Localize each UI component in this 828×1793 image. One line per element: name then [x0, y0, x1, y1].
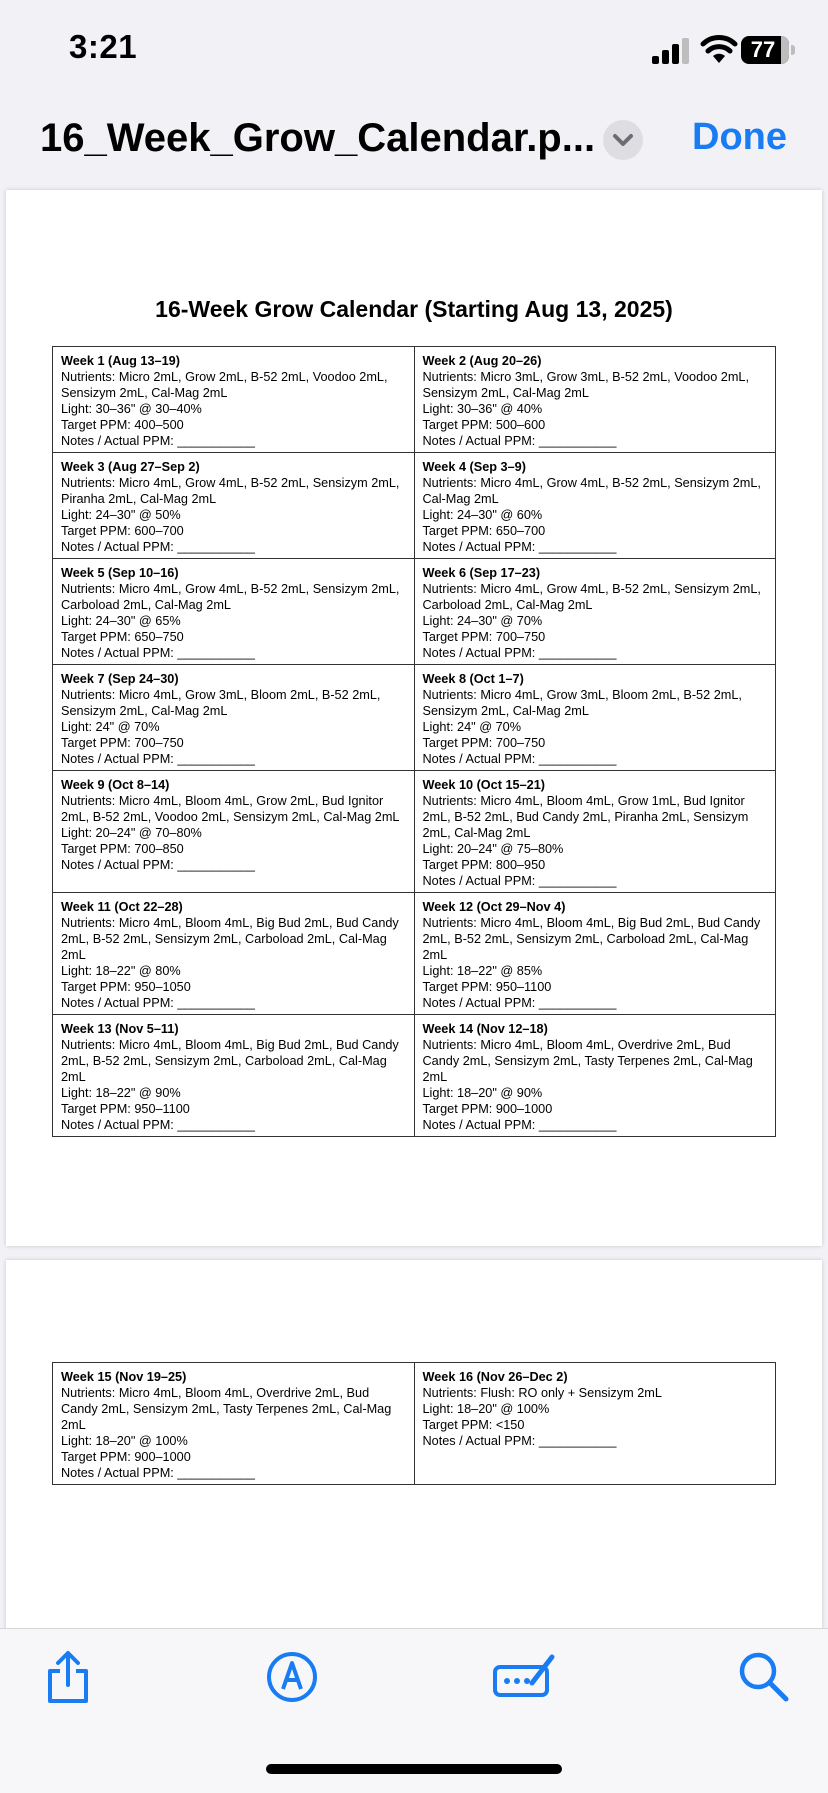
week-cell: [53, 347, 415, 453]
week-cell: [53, 893, 415, 1015]
week-nutrients: Nutrients: Micro 4mL, Bloom 4mL, Big Bud 2mL, Bud Candy 2mL, B-52 2mL, Sensizym 2mL, Carboload 2mL, Cal-Mag 2mL: [61, 1038, 399, 1084]
week-notes: Notes / Actual PPM: ___________: [61, 646, 255, 660]
status-bar: [0, 0, 828, 100]
calendar-title: 16-Week Grow Calendar (Starting Aug 13, 2025): [155, 296, 673, 322]
battery-level: 77: [750, 37, 776, 62]
done-button[interactable]: Done: [692, 116, 787, 158]
week-ppm: Target PPM: 400–500: [61, 418, 184, 432]
week-light: Light: 20–24" @ 70–80%: [61, 826, 202, 840]
week-cell: [53, 453, 415, 559]
week-ppm: Target PPM: 900–1000: [422, 1102, 553, 1116]
week-cell: [414, 559, 776, 665]
search-icon[interactable]: [736, 1649, 792, 1705]
week-light: Light: 24" @ 70%: [61, 720, 160, 734]
week-nutrients: Nutrients: Micro 4mL, Bloom 4mL, Big Bud 2mL, Bud Candy 2mL, B-52 2mL, Sensizym 2mL, Carboload 2mL, Cal-Mag 2mL: [61, 916, 399, 962]
week-nutrients: Nutrients: Micro 4mL, Bloom 4mL, Overdrive 2mL, Bud Candy 2mL, Sensizym 2mL, Tasty Terpenes 2mL, Cal-Mag 2mL: [61, 1386, 392, 1432]
week-cell: [53, 771, 415, 893]
week-cell: [414, 893, 776, 1015]
week-ppm: Target PPM: 700–750: [422, 736, 546, 750]
week-ppm: Target PPM: 650–700: [422, 524, 546, 538]
week-heading: Week 7 (Sep 24–30): [61, 672, 179, 686]
week-nutrients: Nutrients: Micro 4mL, Bloom 4mL, Overdrive 2mL, Bud Candy 2mL, Sensizym 2mL, Tasty Terpenes 2mL, Cal-Mag 2mL: [422, 1038, 753, 1084]
week-ppm: Target PPM: <150: [422, 1418, 525, 1432]
week-cell: [414, 1363, 776, 1485]
week-nutrients: Nutrients: Micro 4mL, Bloom 4mL, Grow 2mL, Bud Ignitor 2mL, B-52 2mL, Voodoo 2mL, Sensizym 2mL, Cal-Mag 2mL: [61, 794, 400, 824]
week-light: Light: 24–30" @ 65%: [61, 614, 181, 628]
week-notes: Notes / Actual PPM: ___________: [61, 752, 255, 766]
week-notes: Notes / Actual PPM: ___________: [61, 1118, 255, 1132]
table-row: [53, 559, 776, 665]
week-light: Light: 18–22" @ 80%: [61, 964, 181, 978]
week-nutrients: Nutrients: Flush: RO only + Sensizym 2mL: [422, 1386, 662, 1400]
week-heading: Week 2 (Aug 20–26): [422, 354, 542, 368]
week-notes: Notes / Actual PPM: ___________: [422, 874, 617, 888]
week-cell: [414, 665, 776, 771]
week-light: Light: 24–30" @ 70%: [422, 614, 543, 628]
calendar-table: [52, 346, 776, 1137]
home-indicator: [266, 1764, 562, 1774]
table-row: [53, 665, 776, 771]
week-heading: Week 9 (Oct 8–14): [61, 778, 170, 792]
week-heading: Week 4 (Sep 3–9): [422, 460, 526, 474]
week-notes: Notes / Actual PPM: ___________: [422, 1434, 617, 1448]
week-notes: Notes / Actual PPM: ___________: [422, 434, 617, 448]
week-light: Light: 18–20" @ 100%: [422, 1402, 550, 1416]
week-ppm: Target PPM: 950–1050: [61, 980, 191, 994]
week-cell: [53, 1363, 415, 1485]
week-ppm: Target PPM: 650–750: [61, 630, 184, 644]
week-nutrients: Nutrients: Micro 4mL, Bloom 4mL, Grow 1mL, Bud Ignitor 2mL, B-52 2mL, Bud Candy 2mL, Piranha 2mL, Sensizym 2mL, Cal-Mag 2mL: [422, 794, 749, 840]
week-heading: Week 14 (Nov 12–18): [422, 1022, 548, 1036]
week-heading: Week 5 (Sep 10–16): [61, 566, 179, 580]
week-heading: Week 16 (Nov 26–Dec 2): [422, 1370, 568, 1384]
chevron-down-icon: [603, 120, 643, 160]
week-ppm: Target PPM: 700–750: [61, 736, 184, 750]
week-heading: Week 15 (Nov 19–25): [61, 1370, 187, 1384]
title-menu-button[interactable]: [603, 120, 643, 160]
cellular-signal-icon: [652, 38, 692, 64]
battery-icon: [741, 36, 795, 64]
week-nutrients: Nutrients: Micro 4mL, Grow 4mL, B-52 2mL, Sensizym 2mL, Carboload 2mL, Cal-Mag 2mL: [422, 582, 761, 612]
week-nutrients: Nutrients: Micro 4mL, Bloom 4mL, Big Bud 2mL, Bud Candy 2mL, B-52 2mL, Sensizym 2mL, Carboload 2mL, Cal-Mag 2mL: [422, 916, 761, 962]
week-heading: Week 13 (Nov 5–11): [61, 1022, 179, 1036]
week-heading: Week 3 (Aug 27–Sep 2): [61, 460, 200, 474]
week-notes: Notes / Actual PPM: ___________: [61, 434, 255, 448]
week-cell: [53, 559, 415, 665]
week-ppm: Target PPM: 950–1100: [422, 980, 552, 994]
week-cell: [414, 453, 776, 559]
pdf-page-2[interactable]: [6, 1260, 822, 1630]
wifi-icon: [700, 34, 738, 64]
document-title[interactable]: 16_Week_Grow_Calendar.p...: [40, 116, 596, 160]
table-row: [53, 347, 776, 453]
week-notes: Notes / Actual PPM: ___________: [422, 752, 617, 766]
week-light: Light: 18–20" @ 90%: [422, 1086, 543, 1100]
week-heading: Week 8 (Oct 1–7): [422, 672, 524, 686]
week-light: Light: 24–30" @ 50%: [61, 508, 181, 522]
week-cell: [414, 347, 776, 453]
table-row: [53, 453, 776, 559]
signature-icon[interactable]: [492, 1649, 558, 1705]
week-light: Light: 20–24" @ 75–80%: [422, 842, 564, 856]
table-row: [53, 1363, 776, 1485]
week-notes: Notes / Actual PPM: ___________: [422, 540, 617, 554]
week-light: Light: 24–30" @ 60%: [422, 508, 543, 522]
week-light: Light: 18–22" @ 90%: [61, 1086, 181, 1100]
week-heading: Week 12 (Oct 29–Nov 4): [422, 900, 566, 914]
week-ppm: Target PPM: 950–1100: [61, 1102, 190, 1116]
week-notes: Notes / Actual PPM: ___________: [422, 996, 617, 1010]
table-row: [53, 893, 776, 1015]
week-light: Light: 30–36" @ 30–40%: [61, 402, 202, 416]
week-nutrients: Nutrients: Micro 4mL, Grow 3mL, Bloom 2mL, B-52 2mL, Sensizym 2mL, Cal-Mag 2mL: [422, 688, 742, 718]
week-heading: Week 1 (Aug 13–19): [61, 354, 180, 368]
week-nutrients: Nutrients: Micro 2mL, Grow 2mL, B-52 2mL, Voodoo 2mL, Sensizym 2mL, Cal-Mag 2mL: [61, 370, 388, 400]
calendar-table-continued: [52, 1362, 776, 1485]
week-heading: Week 6 (Sep 17–23): [422, 566, 541, 580]
table-row: [53, 1015, 776, 1137]
week-ppm: Target PPM: 600–700: [61, 524, 184, 538]
week-ppm: Target PPM: 500–600: [422, 418, 546, 432]
week-nutrients: Nutrients: Micro 3mL, Grow 3mL, B-52 2mL, Voodoo 2mL, Sensizym 2mL, Cal-Mag 2mL: [422, 370, 749, 400]
week-cell: [414, 1015, 776, 1137]
week-cell: [53, 665, 415, 771]
week-cell: [53, 1015, 415, 1137]
week-notes: Notes / Actual PPM: ___________: [61, 540, 255, 554]
week-light: Light: 24" @ 70%: [422, 720, 522, 734]
week-nutrients: Nutrients: Micro 4mL, Grow 4mL, B-52 2mL, Sensizym 2mL, Cal-Mag 2mL: [422, 476, 761, 506]
week-light: Light: 18–22" @ 85%: [422, 964, 543, 978]
week-nutrients: Nutrients: Micro 4mL, Grow 3mL, Bloom 2mL, B-52 2mL, Sensizym 2mL, Cal-Mag 2mL: [61, 688, 381, 718]
week-heading: Week 11 (Oct 22–28): [61, 900, 183, 914]
pdf-page-1[interactable]: [6, 190, 822, 1246]
week-ppm: Target PPM: 800–950: [422, 858, 546, 872]
week-notes: Notes / Actual PPM: ___________: [422, 1118, 617, 1132]
share-icon[interactable]: [40, 1649, 96, 1705]
week-notes: Notes / Actual PPM: ___________: [61, 1466, 255, 1480]
week-nutrients: Nutrients: Micro 4mL, Grow 4mL, B-52 2mL, Sensizym 2mL, Piranha 2mL, Cal-Mag 2mL: [61, 476, 400, 506]
markup-icon[interactable]: [264, 1649, 320, 1705]
week-ppm: Target PPM: 900–1000: [61, 1450, 191, 1464]
week-light: Light: 18–20" @ 100%: [61, 1434, 188, 1448]
week-cell: [414, 771, 776, 893]
week-ppm: Target PPM: 700–750: [422, 630, 546, 644]
week-nutrients: Nutrients: Micro 4mL, Grow 4mL, B-52 2mL, Sensizym 2mL, Carboload 2mL, Cal-Mag 2mL: [61, 582, 400, 612]
week-heading: Week 10 (Oct 15–21): [422, 778, 545, 792]
week-notes: Notes / Actual PPM: ___________: [61, 858, 255, 872]
status-time: 3:21: [69, 28, 138, 65]
week-notes: Notes / Actual PPM: ___________: [422, 646, 617, 660]
table-row: [53, 771, 776, 893]
week-ppm: Target PPM: 700–850: [61, 842, 184, 856]
week-notes: Notes / Actual PPM: ___________: [61, 996, 255, 1010]
week-light: Light: 30–36" @ 40%: [422, 402, 543, 416]
